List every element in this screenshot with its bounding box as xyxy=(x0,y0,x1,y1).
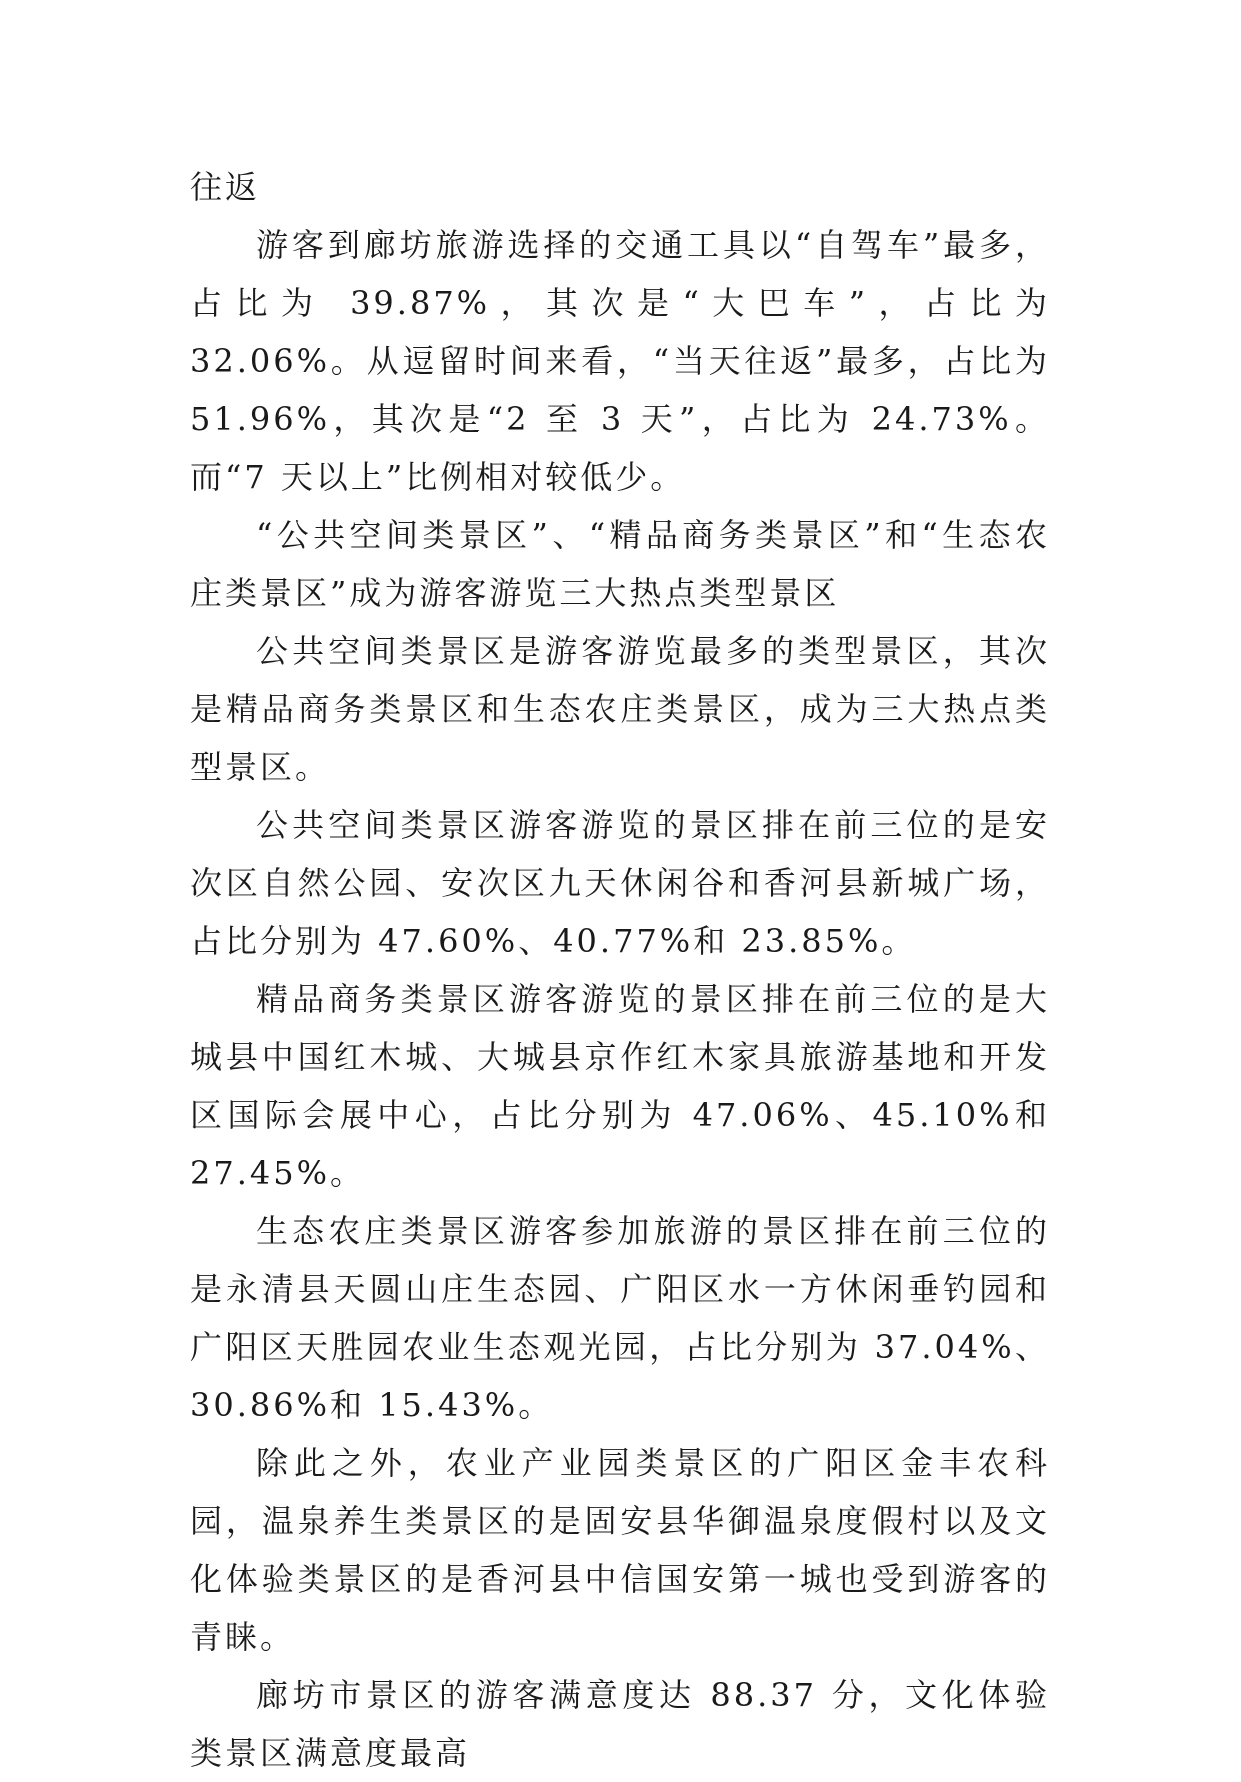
section-heading: “公共空间类景区”、“精品商务类景区”和“生态农庄类景区”成为游客游览三大热点类型景区 xyxy=(190,516,1050,612)
paragraph: 往返 xyxy=(190,168,261,206)
paragraph: 游客到廊坊旅游选择的交通工具以“自驾车”最多，占比为 39.87%，其次是“大巴车”，占比为 32.06%。从逗留时间来看，“当天往返”最多，占比为 51.96%，其次是“2 至 3 天”，占比为 24.73%。而“7 天以上”比例相对较低少。 xyxy=(190,226,1050,496)
paragraph: 公共空间类景区游客游览的景区排在前三位的是安次区自然公园、安次区九天休闲谷和香河县新城广场，占比分别为 47.60%、40.77%和 23.85%。 xyxy=(190,806,1050,960)
document-body xyxy=(190,158,1050,1782)
section-heading: 廊坊市景区的游客满意度达 88.37 分，文化体验类景区满意度最高 xyxy=(190,1676,1050,1772)
paragraph: 公共空间类景区是游客游览最多的类型景区，其次是精品商务类景区和生态农庄类景区，成为三大热点类型景区。 xyxy=(190,632,1050,786)
paragraph: 生态农庄类景区游客参加旅游的景区排在前三位的是永清县天圆山庄生态园、广阳区水一方休闲垂钓园和广阳区天胜园农业生态观光园，占比分别为 37.04%、30.86%和 15.43%。 xyxy=(190,1212,1050,1424)
paragraph: 除此之外，农业产业园类景区的广阳区金丰农科园，温泉养生类景区的是固安县华御温泉度假村以及文化体验类景区的是香河县中信国安第一城也受到游客的青睐。 xyxy=(190,1444,1050,1656)
paragraph: 精品商务类景区游客游览的景区排在前三位的是大城县中国红木城、大城县京作红木家具旅游基地和开发区国际会展中心，占比分别为 47.06%、45.10%和 27.45%。 xyxy=(190,980,1050,1192)
